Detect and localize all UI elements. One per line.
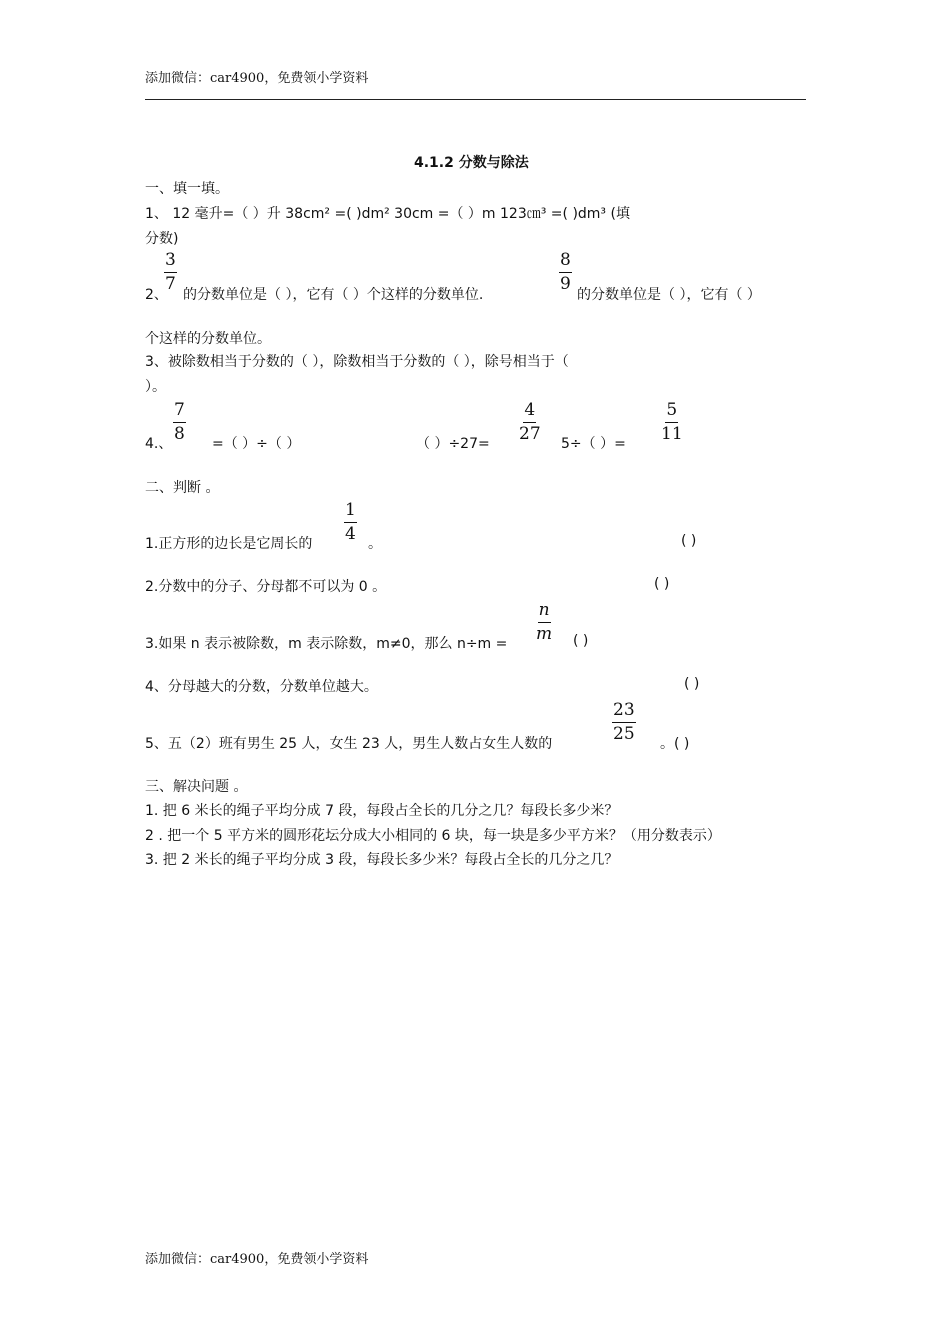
- section1-heading: 一、填一填。: [145, 181, 229, 197]
- fraction-denominator: 4: [345, 524, 356, 544]
- judge-4-answer: ( ): [684, 676, 700, 692]
- fraction-numerator: 7: [173, 400, 186, 423]
- question-3-line2: ）。: [145, 379, 166, 395]
- fraction-8-9: [559, 250, 572, 294]
- question-2-prefix: 2、: [145, 287, 168, 303]
- fraction-1-4: [344, 500, 357, 544]
- fraction-numerator: 23: [612, 700, 636, 723]
- fraction-denominator: 9: [560, 274, 571, 294]
- fraction-3-7: [164, 250, 177, 294]
- question-2-line2: 个这样的分数单位。: [145, 331, 271, 347]
- question-1-line2: 分数): [145, 231, 179, 247]
- question-2-text-a: 的分数单位是（ ），它有（ ）个这样的分数单位.: [183, 287, 484, 303]
- section3-heading: 三、解决问题 。: [145, 779, 248, 795]
- question-3-line1: 3、被除数相当于分数的（ ），除数相当于分数的（ ），除号相当于（: [145, 354, 569, 370]
- judge-3-text: 3.如果 n 表示被除数，m 表示除数，m≠0，那么 n÷m =: [145, 636, 508, 652]
- question-2-text-b: 的分数单位是（ ），它有（ ）: [577, 287, 761, 303]
- fraction-numerator: 1: [344, 500, 357, 523]
- judge-2-text: 2.分数中的分子、分母都不可以为 0 。: [145, 579, 387, 595]
- fraction-23-25: [612, 700, 636, 744]
- question-1-line1: 1、 12 毫升=（ ）升 38cm² =( )dm² 30cm =（ ）m 123㎝³ =( )dm³ (填: [145, 206, 630, 222]
- judge-3-answer: ( ): [573, 633, 589, 649]
- question-4-part-b: （ ）÷27=: [416, 436, 490, 452]
- judge-1-text: 1.正方形的边长是它周长的: [145, 536, 313, 552]
- fraction-denominator: 27: [519, 424, 541, 444]
- problem-3: 3. 把 2 米长的绳子平均分成 3 段，每段长多少米？每段占全长的几分之几？: [145, 852, 619, 868]
- problem-2: 2 . 把一个 5 平方米的圆形花坛分成大小相同的 6 块，每一块是多少平方米？（用分数表示）: [145, 828, 721, 844]
- question-4-part-c: 5÷（ ）=: [561, 436, 626, 452]
- fraction-numerator: n: [538, 600, 551, 623]
- fraction-5-11: [661, 400, 683, 444]
- judge-5-text: 5、五（2）班有男生 25 人，女生 23 人，男生人数占女生人数的: [145, 736, 553, 752]
- question-4-prefix: 4.、: [145, 436, 173, 452]
- fraction-denominator: m: [536, 624, 553, 644]
- fraction-n-m: [536, 600, 552, 644]
- fraction-denominator: 7: [165, 274, 176, 294]
- fraction-denominator: 25: [613, 724, 635, 744]
- fraction-numerator: 5: [665, 400, 678, 423]
- fraction-numerator: 8: [559, 250, 572, 273]
- fraction-numerator: 3: [164, 250, 177, 273]
- judge-4-text: 4、分母越大的分数，分数单位越大。: [145, 679, 378, 695]
- judge-1-end: 。: [368, 536, 382, 552]
- section2-heading: 二、判断 。: [145, 480, 220, 496]
- page-footer: 添加微信：car4900，免费领小学资料: [145, 1252, 369, 1267]
- fraction-numerator: 4: [523, 400, 536, 423]
- fraction-denominator: 11: [661, 424, 683, 444]
- question-4-part-a: =（ ）÷（ ）: [212, 436, 301, 452]
- judge-5-end: 。( ): [660, 736, 690, 752]
- page-header: 添加微信：car4900，免费领小学资料: [145, 71, 369, 86]
- judge-1-answer: ( ): [681, 533, 697, 549]
- problem-1: 1. 把 6 米长的绳子平均分成 7 段，每段占全长的几分之几？每段长多少米？: [145, 803, 619, 819]
- fraction-7-8: [173, 400, 186, 444]
- fraction-4-27: [519, 400, 541, 444]
- header-divider: [145, 99, 806, 100]
- judge-2-answer: ( ): [654, 576, 670, 592]
- fraction-denominator: 8: [174, 424, 185, 444]
- worksheet-title: 4.1.2 分数与除法: [414, 155, 529, 171]
